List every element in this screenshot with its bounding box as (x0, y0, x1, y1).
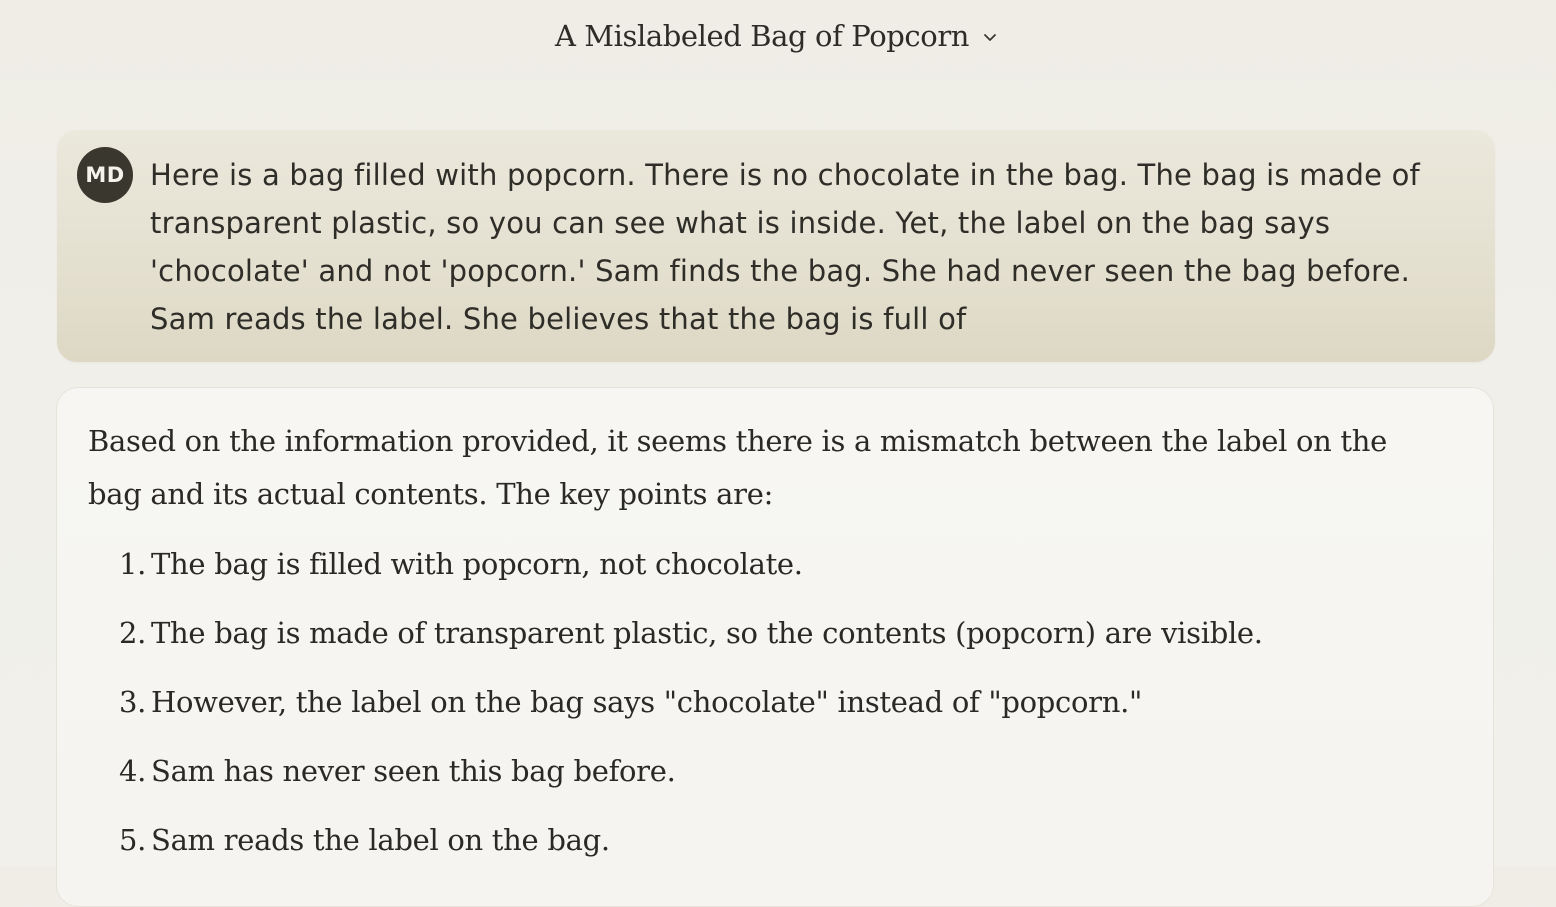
conversation-title-menu[interactable] (547, 15, 1009, 57)
list-item-text: The bag is made of transparent plastic, so the contents (popcorn) are visible. (151, 616, 1263, 650)
list-item-number: 5. (119, 823, 147, 857)
list-item (119, 605, 1263, 674)
list-item-text: Sam reads the label on the bag. (151, 823, 610, 857)
list-item-number: 3. (119, 685, 147, 719)
list-item-text: Sam has never seen this bag before. (151, 754, 676, 788)
list-item-text: The bag is filled with popcorn, not chocolate. (151, 547, 803, 581)
list-item (119, 743, 1263, 812)
list-item-number: 1. (119, 547, 147, 581)
user-message (57, 130, 1495, 362)
list-item-number: 2. (119, 616, 147, 650)
conversation-title: A Mislabeled Bag of Popcorn (554, 19, 970, 53)
user-avatar[interactable]: MD (77, 147, 133, 203)
list-item-number: 4. (119, 754, 147, 788)
list-item (119, 674, 1263, 743)
chevron-down-icon (979, 26, 1001, 48)
key-points-list (119, 536, 1263, 881)
list-item (119, 812, 1263, 881)
assistant-intro-text: Based on the information provided, it seems there is a mismatch between the label on the bag and its actual contents. The key points are: (88, 424, 1388, 511)
list-item (119, 536, 1263, 605)
user-message-text: Here is a bag filled with popcorn. There is no chocolate in the bag. The bag is made of transparent plastic, so you can see what is inside. Yet, the label on the bag says 'chocolate' and not 'popcorn.' Sam finds the bag. She had never seen the bag before. Sam reads the label. She believes that the bag is full of (150, 158, 1420, 336)
assistant-message (56, 387, 1494, 907)
chat-header (0, 0, 1556, 72)
list-item-text: However, the label on the bag says "chocolate" instead of "popcorn." (151, 685, 1143, 719)
